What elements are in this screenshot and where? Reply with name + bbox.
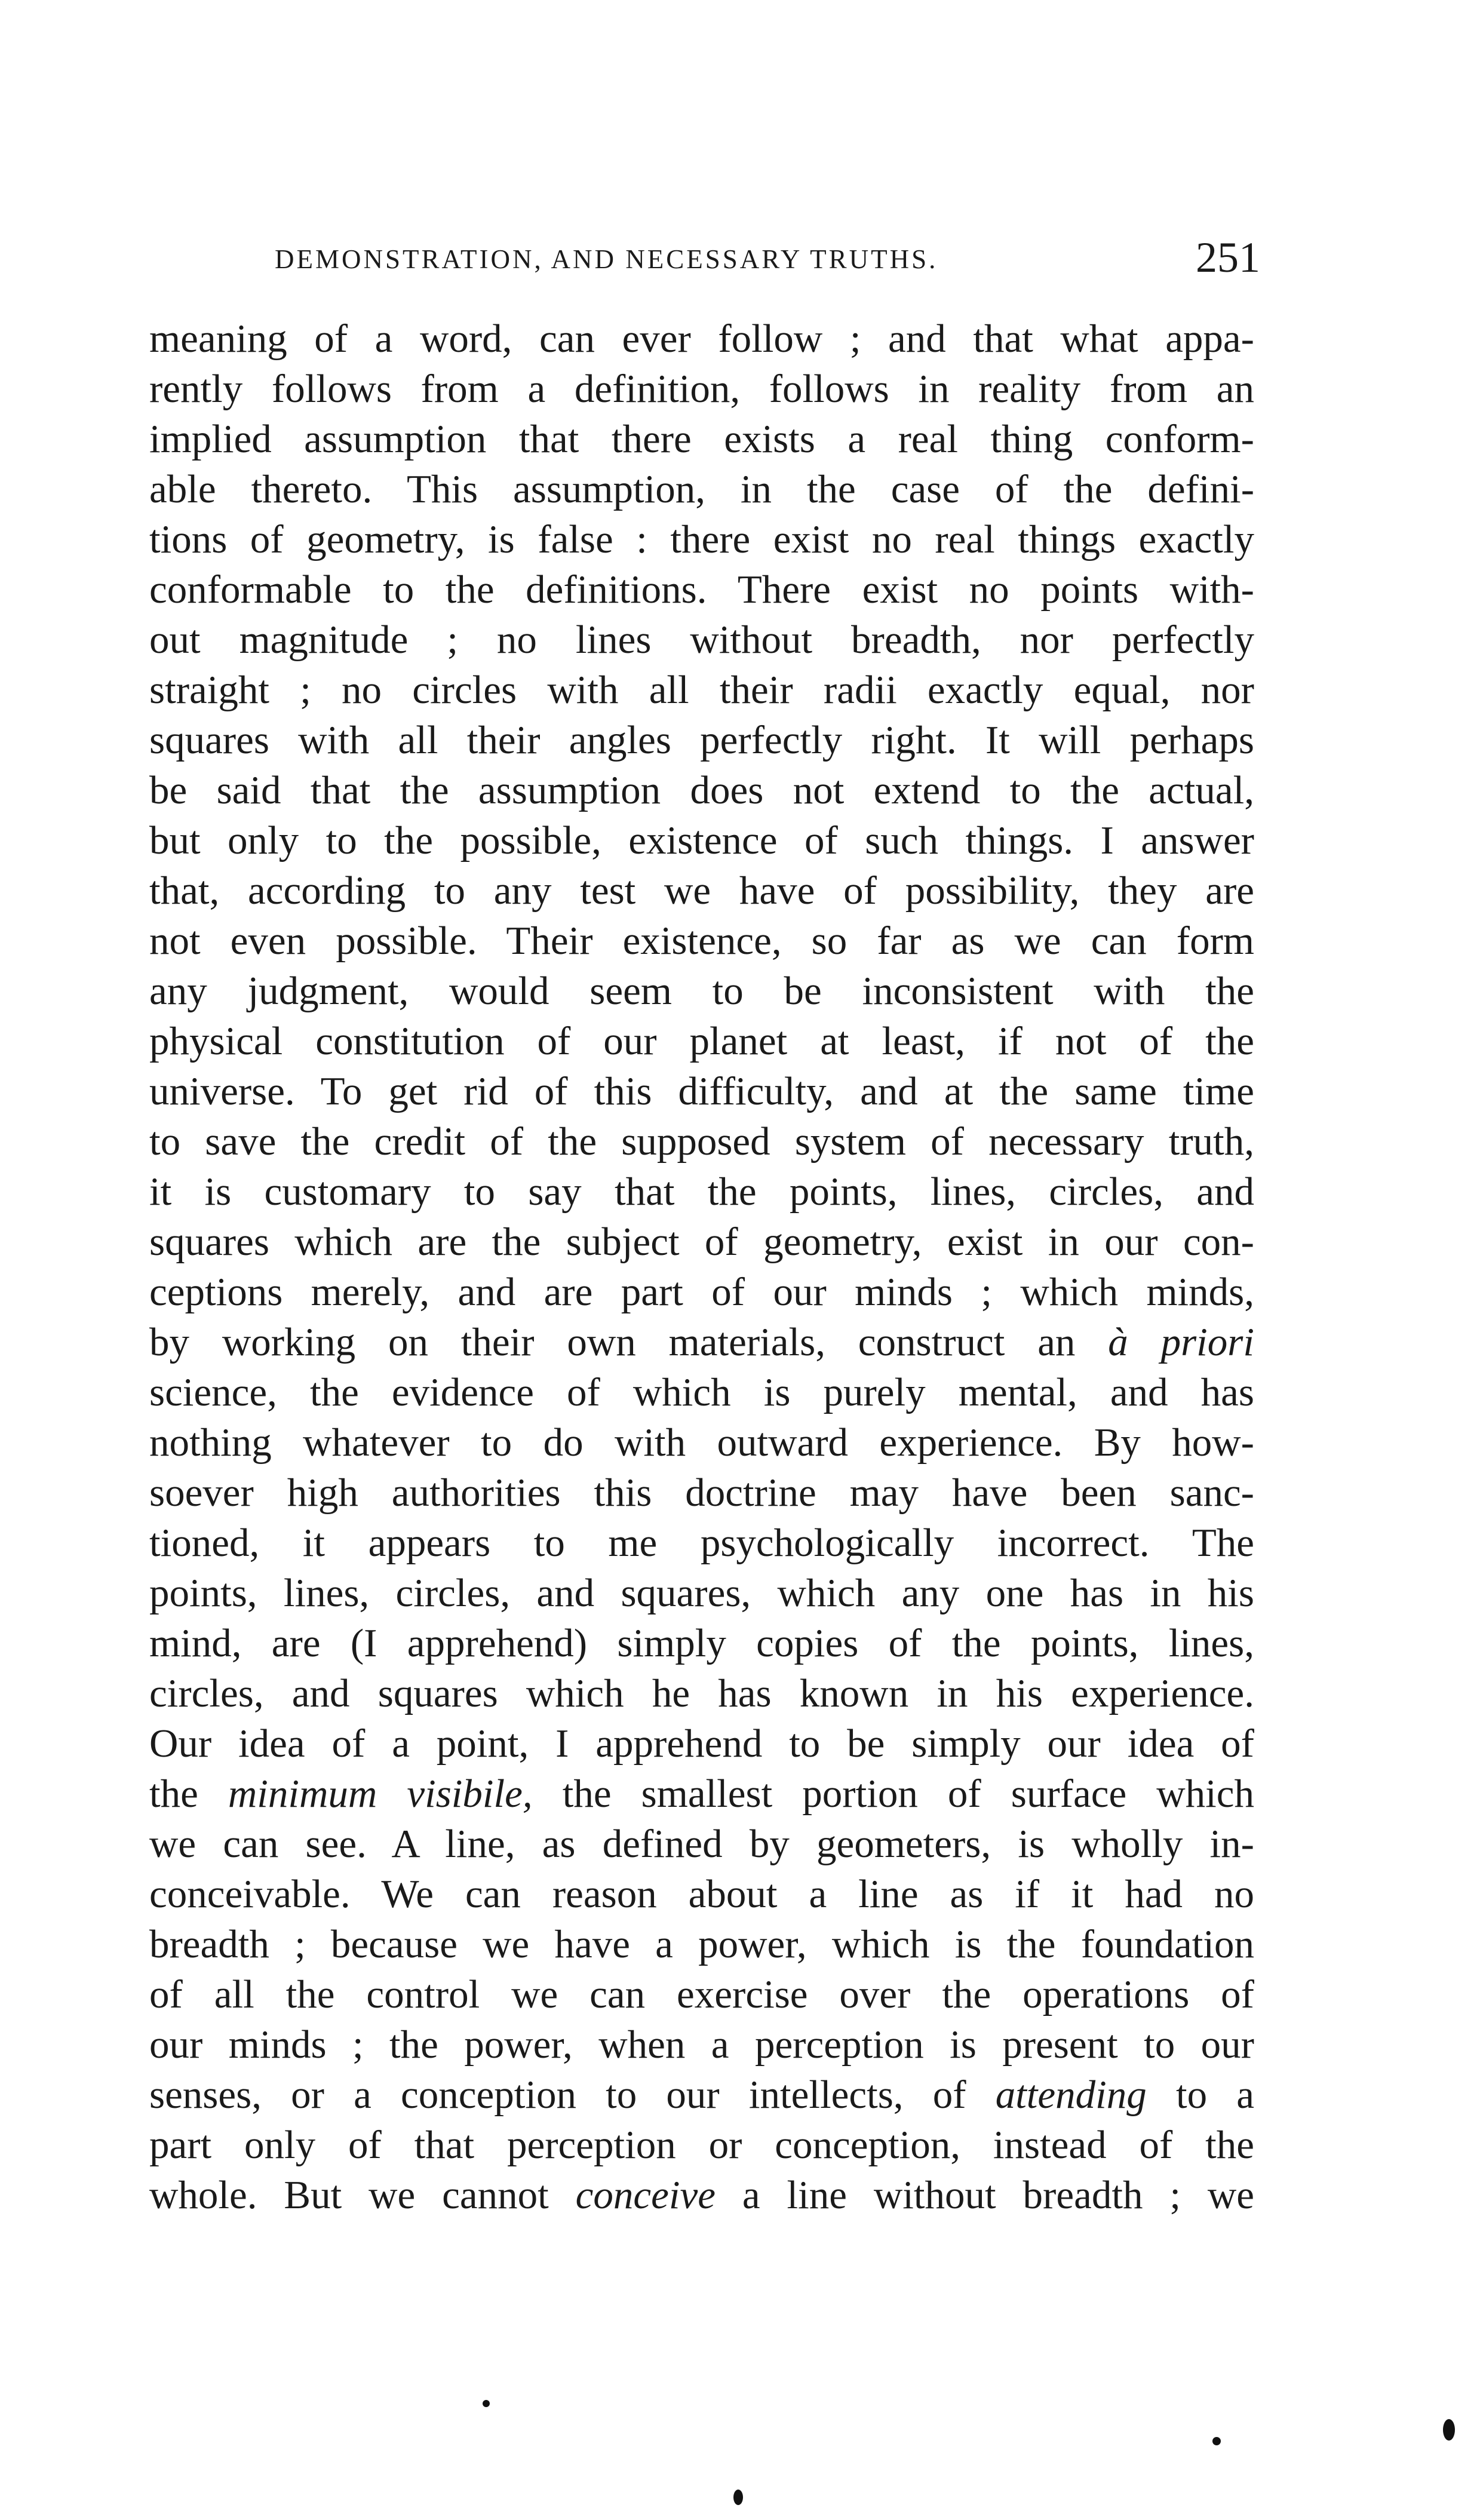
line-text: points, lines, circles, and squares, which any one has in his [149, 1571, 1254, 1615]
text-line [149, 1769, 1254, 1819]
text-line [149, 1819, 1254, 1869]
text-line [149, 865, 1254, 916]
line-text: implied assumption that there exists a real thing conform- [149, 417, 1254, 461]
text-line [149, 1217, 1254, 1267]
line-text: part only of that perception or conception, instead of the [149, 2123, 1254, 2167]
line-text: nothing whatever to do with outward experience. By how- [149, 1420, 1254, 1465]
line-text: science, the evidence of which is purely mental, and has [149, 1370, 1254, 1414]
text-line [149, 665, 1254, 715]
text-line [149, 2120, 1254, 2170]
line-text: meaning of a word, can ever follow ; and that what appa- [149, 317, 1254, 361]
line-text: a line without breadth ; we [715, 2173, 1254, 2217]
text-line [149, 1468, 1254, 1518]
text-line [149, 1167, 1254, 1217]
page-number: 251 [1196, 234, 1260, 281]
text-line [149, 2019, 1254, 2070]
scan-speck [483, 2400, 490, 2407]
text-line [149, 916, 1254, 966]
scan-speck [1443, 2419, 1455, 2441]
body-text [149, 314, 1254, 2220]
text-line [149, 1668, 1254, 1718]
line-text: squares which are the subject of geometry, exist in our con- [149, 1220, 1254, 1264]
text-line [149, 364, 1254, 414]
line-text: physical constitution of our planet at least, if not of the [149, 1019, 1254, 1063]
text-line [149, 1518, 1254, 1568]
line-text: conceivable. We can reason about a line as if it had no [149, 1872, 1254, 1916]
text-line [149, 1066, 1254, 1116]
text-line [149, 464, 1254, 514]
italic-text: minimum visibile, [228, 1772, 533, 1816]
line-text: by working on their own materials, construct an [149, 1320, 1109, 1364]
text-line [149, 564, 1254, 615]
text-line [149, 1367, 1254, 1417]
text-line [149, 765, 1254, 815]
text-line [149, 514, 1254, 564]
text-line [149, 1116, 1254, 1167]
text-line [149, 615, 1254, 665]
line-text: able thereto. This assumption, in the case of the defini- [149, 467, 1254, 511]
line-text: that, according to any test we have of possibility, they are [149, 868, 1254, 913]
italic-text: à priori [1108, 1320, 1254, 1364]
line-text: but only to the possible, existence of such things. I answer [149, 818, 1254, 862]
line-text: straight ; no circles with all their radii exactly equal, nor [149, 668, 1254, 712]
text-line [149, 1618, 1254, 1668]
text-line [149, 1267, 1254, 1317]
line-text: out magnitude ; no lines without breadth, nor perfectly [149, 618, 1254, 662]
italic-text: conceive [575, 2173, 716, 2217]
text-line [149, 1969, 1254, 2019]
text-line [149, 966, 1254, 1016]
line-text: soever high authorities this doctrine may have been sanc- [149, 1471, 1254, 1515]
line-text: it is customary to say that the points, lines, circles, and [149, 1170, 1254, 1214]
line-text: of all the control we can exercise over the operations of [149, 1972, 1254, 2016]
line-text: to save the credit of the supposed system of necessary truth, [149, 1119, 1254, 1164]
line-text: rently follows from a definition, follows in reality from an [149, 367, 1254, 411]
line-text: be said that the assumption does not extend to the actual, [149, 768, 1254, 812]
text-line [149, 1016, 1254, 1066]
line-text: Our idea of a point, I apprehend to be simply our idea of [149, 1721, 1254, 1766]
text-line [149, 1919, 1254, 1969]
running-title: DEMONSTRATION, AND NECESSARY TRUTHS. [275, 244, 938, 274]
line-text: the smallest portion of surface which [532, 1772, 1254, 1816]
text-line [149, 1869, 1254, 1919]
line-text: tioned, it appears to me psychologically incorrect. The [149, 1521, 1254, 1565]
line-text: conformable to the definitions. There exist no points with- [149, 567, 1254, 612]
line-text: universe. To get rid of this difficulty, and at the same time [149, 1069, 1254, 1113]
line-text: tions of geometry, is false : there exist no real things exactly [149, 517, 1254, 561]
text-line [149, 2170, 1254, 2220]
running-head [275, 233, 1260, 287]
line-text: mind, are (I apprehend) simply copies of the points, lines, [149, 1621, 1254, 1665]
line-text: squares with all their angles perfectly right. It will perhaps [149, 718, 1254, 762]
line-text: our minds ; the power, when a perception is present to our [149, 2022, 1254, 2067]
line-text: breadth ; because we have a power, which is the foundation [149, 1922, 1254, 1966]
italic-text: attending [995, 2073, 1147, 2117]
scan-speck [733, 2490, 743, 2505]
scan-speck [1212, 2437, 1221, 2445]
text-line [149, 2070, 1254, 2120]
text-line [149, 715, 1254, 765]
line-text: circles, and squares which he has known in his experience. [149, 1671, 1254, 1715]
line-text: whole. But we cannot [149, 2173, 576, 2217]
text-line [149, 1317, 1254, 1367]
text-line [149, 1417, 1254, 1468]
text-line [149, 1568, 1254, 1618]
line-text: ceptions merely, and are part of our minds ; which minds, [149, 1270, 1254, 1314]
text-line [149, 414, 1254, 464]
line-text: any judgment, would seem to be inconsistent with the [149, 969, 1254, 1013]
text-line [149, 815, 1254, 865]
line-text: the [149, 1772, 228, 1816]
line-text: not even possible. Their existence, so far as we can form [149, 919, 1254, 963]
line-text: to a [1146, 2073, 1254, 2117]
line-text: senses, or a conception to our intellects, of [149, 2073, 996, 2117]
text-line [149, 1718, 1254, 1769]
text-line [149, 314, 1254, 364]
line-text: we can see. A line, as defined by geometers, is wholly in- [149, 1822, 1254, 1866]
